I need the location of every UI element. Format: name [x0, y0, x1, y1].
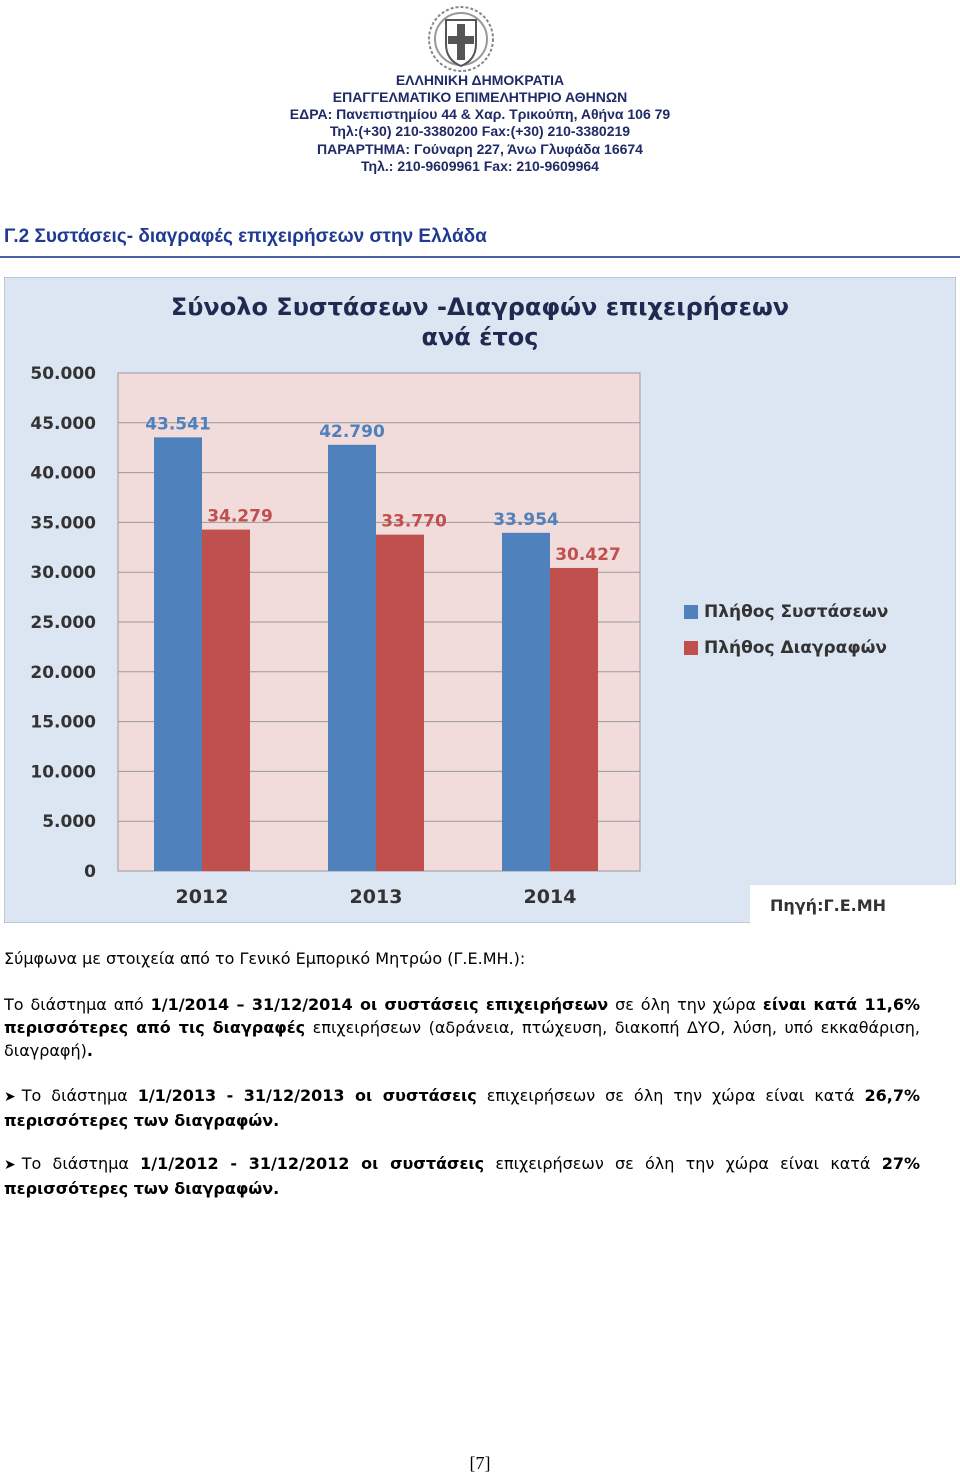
data-label: 30.427 — [555, 544, 621, 565]
header-line-address: ΕΔΡΑ: Πανεπιστημίου 44 & Χαρ. Τρικούπη, Αθήνα 106 79 — [289, 106, 671, 122]
bar-registrations-2013 — [328, 445, 376, 871]
section-title: Γ.2 Συστάσεις- διαγραφές επιχειρήσεων στην Ελλάδα — [4, 226, 487, 247]
text: σε όλη την χώρα — [608, 995, 763, 1014]
text: επιχειρήσεων (αδράνεια, πτώχευση, διακοπή ΔΥΟ, λύση, υπό εκκαθάριση, διαγραφή) — [4, 1018, 920, 1060]
paragraph-2013 — [4, 1084, 920, 1132]
legend-label: Πλήθος Διαγραφών — [704, 638, 887, 658]
header-line-branch-phone: Τηλ.: 210-9609961 Fax: 210-9609964 — [361, 158, 599, 174]
bold-text: . — [86, 1041, 93, 1060]
y-tick-label: 45.000 — [30, 413, 96, 434]
text: επιχειρήσεων σε όλη την χώρα είναι κατά — [484, 1154, 882, 1173]
y-tick-label: 10.000 — [30, 762, 96, 783]
text: Το διάστημα — [21, 1086, 138, 1105]
data-label: 43.541 — [145, 414, 211, 435]
y-tick-label: 40.000 — [30, 463, 96, 484]
bold-text: 1/1/2013 - 31/12/2013 οι συστάσεις — [137, 1086, 477, 1105]
y-tick-label: 35.000 — [30, 513, 96, 534]
paragraph-2014 — [4, 993, 920, 1062]
y-tick-label: 50.000 — [30, 364, 96, 384]
x-tick-label: 2013 — [349, 886, 403, 908]
legend-swatch — [684, 641, 698, 655]
bar-deletions-2012 — [202, 530, 250, 871]
header-line-branch: ΠΑΡΑΡΤΗΜΑ: Γούναρη 227, Άνω Γλυφάδα 16674 — [317, 141, 643, 157]
source-paragraph: Σύμφωνα με στοιχεία από το Γενικό Εμπορικό Μητρώο (Γ.Ε.ΜΗ.): — [4, 949, 526, 968]
bar-deletions-2013 — [376, 535, 424, 871]
bold-text: 27% περισσότερες των διαγραφών. — [4, 1154, 920, 1198]
bold-text: 1/1/2014 – 31/12/2014 οι συστάσεις επιχειρήσεων — [150, 995, 609, 1014]
text: Το διάστημα — [21, 1154, 141, 1173]
bold-text: 26,7% περισσότερες των διαγραφών. — [4, 1086, 921, 1130]
y-tick-label: 20.000 — [30, 662, 96, 683]
section-divider — [0, 256, 960, 258]
y-tick-label: 5.000 — [42, 812, 96, 833]
header-line-country: ΕΛΛΗΝΙΚΗ ΔΗΜΟΚΡΑΤΙΑ — [395, 72, 565, 88]
data-label: 33.954 — [493, 509, 559, 530]
data-label: 42.790 — [319, 421, 385, 442]
legend-swatch — [684, 605, 698, 619]
legend-label: Πλήθος Συστάσεων — [704, 602, 889, 622]
greek-coat-of-arms-icon — [426, 4, 496, 74]
header-line-chamber: ΕΠΑΓΓΕΛΜΑΤΙΚΟ ΕΠΙΜΕΛΗΤΗΡΙΟ ΑΘΗΝΩΝ — [332, 89, 628, 105]
arrowhead-bullet-icon: ➤ — [4, 1157, 16, 1173]
bar-registrations-2014 — [502, 533, 550, 871]
chart-title: Σύνολο Συστάσεων -Διαγραφών επιχειρήσεων — [170, 293, 790, 321]
page-number: [7] — [469, 1453, 491, 1473]
bold-text: είναι κατά 11,6% περισσότερες από τις διαγραφές — [4, 995, 920, 1037]
y-tick-label: 25.000 — [30, 613, 96, 633]
data-label: 34.279 — [207, 506, 273, 527]
text: επιχειρήσεων σε όλη την χώρα είναι κατά — [476, 1086, 865, 1105]
chart-source: Πηγή:Γ.Ε.ΜΗ — [770, 896, 887, 915]
y-tick-label: 15.000 — [30, 712, 96, 733]
y-tick-label: 30.000 — [30, 563, 96, 584]
arrowhead-bullet-icon: ➤ — [4, 1089, 16, 1105]
paragraph-2012 — [4, 1152, 920, 1200]
bar-deletions-2014 — [550, 568, 598, 871]
chart-subtitle: ανά έτος — [421, 323, 539, 351]
x-tick-label: 2012 — [175, 886, 229, 908]
bar-registrations-2012 — [154, 437, 202, 871]
header-line-phone: Τηλ:(+30) 210-3380200 Fax:(+30) 210-3380219 — [329, 123, 631, 139]
text: Το διάστημα από — [4, 995, 151, 1014]
bar-chart — [4, 277, 956, 923]
y-tick-label: 0 — [84, 862, 96, 882]
x-tick-label: 2014 — [523, 886, 577, 908]
data-label: 33.770 — [381, 511, 447, 532]
bold-text: 1/1/2012 - 31/12/2012 οι συστάσεις — [140, 1154, 485, 1173]
